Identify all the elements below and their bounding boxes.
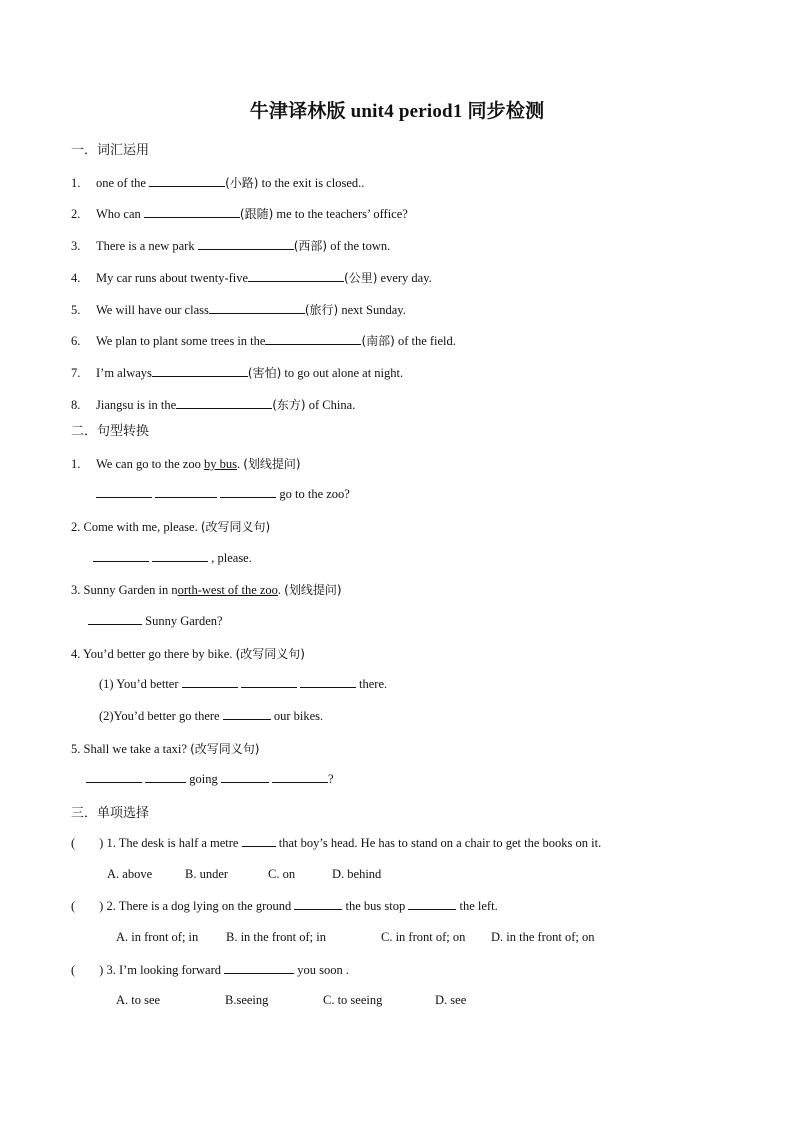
vocab-item-5: 5. We will have our class (旅行) next Sunday. xyxy=(71,303,406,317)
option-b[interactable]: B.seeing xyxy=(225,993,269,1007)
answer-blank[interactable] xyxy=(242,835,276,847)
answer-blank[interactable] xyxy=(152,550,208,562)
page-title: 牛津译林版 unit4 period1 同步检测 xyxy=(249,101,545,122)
choice-q2: ( ) 2. There is a dog lying on the ground the bus stop the left. xyxy=(71,899,498,913)
option-c[interactable]: C. on xyxy=(268,867,296,881)
transform-q1: 1. We can go to the zoo by bus. (划线提问) xyxy=(71,457,301,471)
section-heading-vocabulary: 一．词汇运用 xyxy=(71,143,150,158)
vocab-item-6: 6. We plan to plant some trees in the (南部) of the field. xyxy=(71,334,456,348)
answer-blank[interactable] xyxy=(88,613,142,625)
answer-blank[interactable] xyxy=(93,550,149,562)
choice-q2-options xyxy=(116,930,594,945)
answer-blank[interactable] xyxy=(209,302,305,314)
answer-blank[interactable] xyxy=(182,676,238,688)
answer-blank[interactable] xyxy=(265,333,361,345)
answer-blank[interactable] xyxy=(152,365,248,377)
option-a[interactable]: A. in front of; in xyxy=(116,930,199,944)
vocab-item-8: 8. Jiangsu is in the (东方) of China. xyxy=(71,398,356,412)
answer-blank[interactable] xyxy=(220,486,276,498)
vocab-item-4: 4. My car runs about twenty-five (公里) every day. xyxy=(71,271,432,285)
choice-q1-options xyxy=(107,867,381,882)
answer-blank[interactable] xyxy=(408,898,456,910)
answer-blank[interactable] xyxy=(241,676,297,688)
answer-blank[interactable] xyxy=(149,175,225,187)
option-d[interactable]: D. in the front of; on xyxy=(491,930,595,944)
option-a[interactable]: A. to see xyxy=(116,993,161,1007)
answer-blank[interactable] xyxy=(223,708,271,720)
answer-blank[interactable] xyxy=(198,238,294,250)
answer-blank[interactable] xyxy=(221,771,269,783)
choice-q3-options xyxy=(116,993,466,1008)
answer-blank[interactable] xyxy=(224,962,294,974)
transform-q2: 2. Come with me, please. (改写同义句) xyxy=(71,520,271,534)
option-a[interactable]: A. above xyxy=(107,867,153,881)
section-heading-multiple-choice: 三．单项选择 xyxy=(71,806,150,821)
vocab-item-7: 7. I’m always (害怕) to go out alone at night. xyxy=(71,366,404,380)
answer-blank[interactable] xyxy=(145,771,186,783)
transform-q3-answer: Sunny Garden? xyxy=(88,613,223,629)
answer-blank[interactable] xyxy=(96,486,152,498)
answer-blank[interactable] xyxy=(294,898,342,910)
transform-q5: 5. Shall we take a taxi? (改写同义句) xyxy=(71,742,260,756)
transform-q5-answer: going ? xyxy=(86,771,334,787)
answer-blank[interactable] xyxy=(272,771,328,783)
option-d[interactable]: D. see xyxy=(435,993,467,1007)
transform-q4-answer-2: (2)You’d better go there our bikes. xyxy=(99,709,324,723)
option-c[interactable]: C. to seeing xyxy=(323,993,383,1007)
option-b[interactable]: B. in the front of; in xyxy=(226,930,326,944)
transform-q2-answer: , please. xyxy=(93,550,252,566)
vocab-item-1: 1. one of the (小路) to the exit is closed.. xyxy=(71,176,365,190)
vocab-item-2: 2. Who can (跟随) me to the teachers’ office? xyxy=(71,207,408,221)
answer-blank[interactable] xyxy=(176,397,272,409)
answer-blank[interactable] xyxy=(86,771,142,783)
transform-q4: 4. You’d better go there by bike. (改写同义句) xyxy=(71,647,305,661)
answer-blank[interactable] xyxy=(144,206,240,218)
choice-q3: ( ) 3. I’m looking forward you soon . xyxy=(71,963,350,977)
option-d[interactable]: D. behind xyxy=(332,867,382,881)
answer-blank[interactable] xyxy=(248,270,344,282)
choice-q1: ( ) 1. The desk is half a metre that boy’s head. He has to stand on a chair to get the books on it. xyxy=(71,836,602,850)
section-heading-sentence-transform: 二．句型转换 xyxy=(71,424,150,439)
option-c[interactable]: C. in front of; on xyxy=(381,930,466,944)
answer-blank[interactable] xyxy=(155,486,217,498)
vocab-item-3: 3. There is a new park (西部) of the town. xyxy=(71,239,391,253)
transform-q3: 3. Sunny Garden in north-west of the zoo. (划线提问) xyxy=(71,583,342,597)
transform-q4-answer-1: (1) You’d better there. xyxy=(99,677,388,691)
option-b[interactable]: B. under xyxy=(185,867,229,881)
transform-q1-answer: go to the zoo? xyxy=(96,486,350,502)
answer-blank[interactable] xyxy=(300,676,356,688)
